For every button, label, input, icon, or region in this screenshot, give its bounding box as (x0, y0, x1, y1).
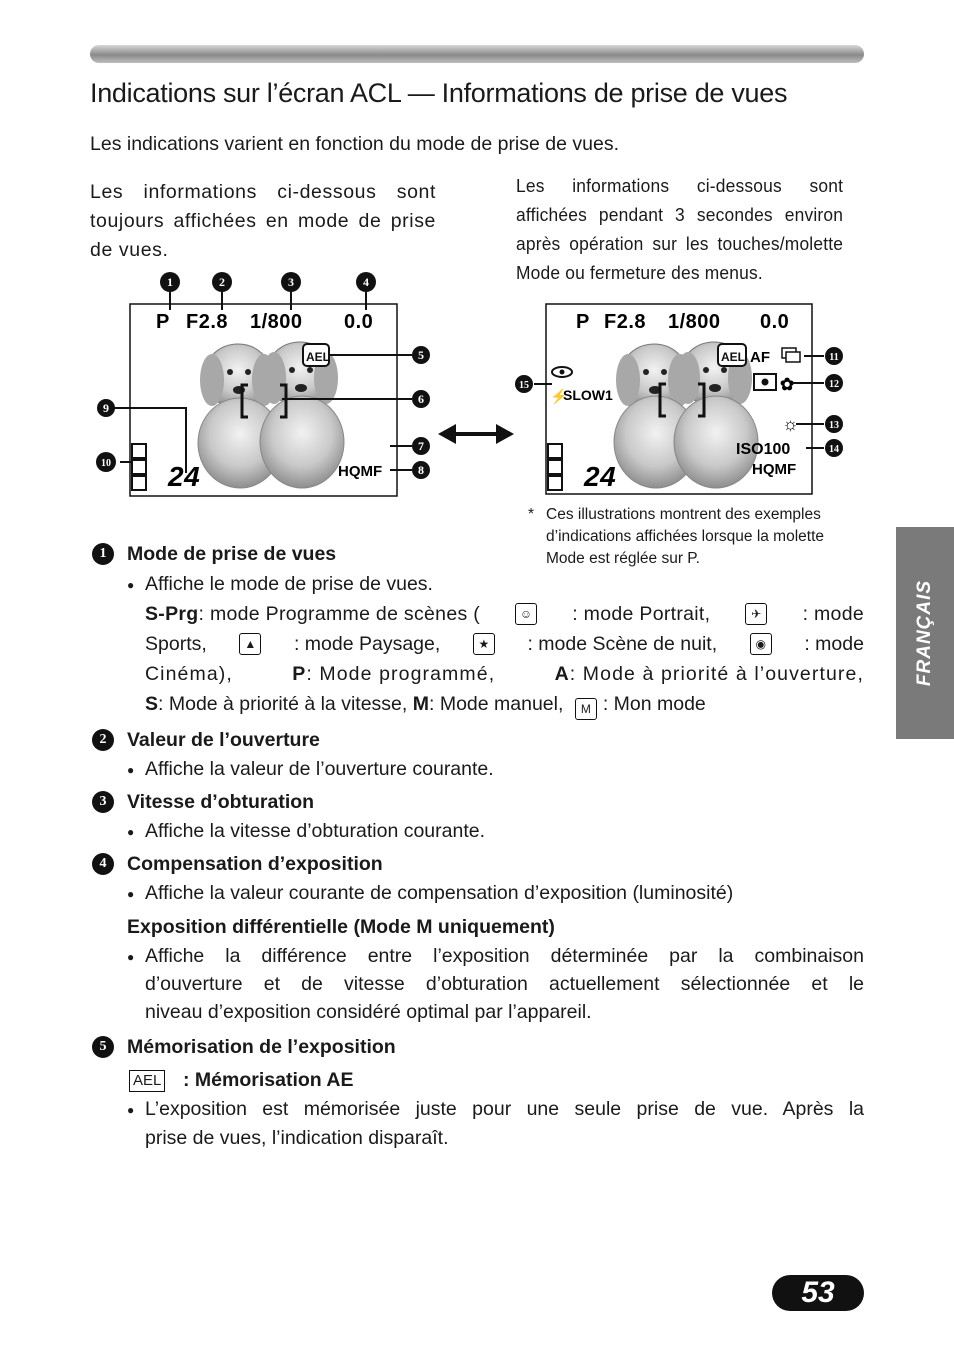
callout-10 (96, 452, 116, 472)
item-4-bullet: ● Affiche la valeur courante de compensation d’exposition (luminosité) (145, 882, 733, 905)
item-2-heading: Valeur de l’ouverture (127, 729, 320, 751)
sprg-label: S-Prg (145, 603, 199, 625)
ael-icon (303, 344, 330, 366)
item-2-bullet: ● Affiche la valeur de l’ouverture courante. (145, 758, 494, 781)
item-3-bullet: ● Affiche la vitesse d’obturation courante. (145, 820, 485, 843)
footnote-marker: * (528, 506, 535, 523)
item-1-line-4: S: Mode à priorité à la vitesse, M: Mode manuel, M : Mon mode (145, 693, 706, 720)
svg-text:15: 15 (519, 380, 529, 391)
item-5-number: 5 (92, 1036, 114, 1058)
iso-indicator: ISO100 (736, 441, 791, 458)
callout-5 (412, 346, 430, 364)
svg-text:2: 2 (219, 275, 225, 289)
item-1-line-2: Sports, ▲ : mode Paysage, ★ : mode Scène de nuit, ◉ : mode (145, 633, 864, 655)
svg-text:3: 3 (288, 275, 294, 289)
callout-12 (825, 374, 843, 392)
lcd-illustration-right (506, 296, 856, 502)
portrait-mode-icon: ☺ (515, 603, 537, 625)
svg-text:7: 7 (418, 439, 424, 453)
item-1-heading: Mode de prise de vues (127, 543, 337, 565)
mode-indicator: P (576, 311, 590, 333)
svg-text:10: 10 (101, 458, 111, 469)
callout-14 (825, 439, 843, 457)
svg-text:4: 4 (363, 275, 369, 289)
item-1-line-1: S-Prg: mode Programme de scènes ( ☺ : mode Portrait, ✈ : mode (145, 603, 864, 625)
svg-text:12: 12 (829, 379, 839, 390)
exposure-compensation: 0.0 (344, 311, 374, 333)
sports-mode-icon: ✈ (745, 603, 767, 625)
exposure-compensation: 0.0 (760, 311, 790, 333)
macro-icon: ✿ (780, 375, 795, 394)
callout-15 (515, 375, 533, 393)
callout-9 (97, 399, 115, 417)
svg-text:11: 11 (829, 352, 839, 363)
landscape-mode-icon: ▲ (239, 633, 261, 655)
item-4-number: 4 (92, 853, 114, 875)
item-3-heading: Vitesse d’obturation (127, 791, 315, 813)
callout-2 (212, 272, 232, 292)
svg-text:6: 6 (418, 392, 424, 406)
page-title: Indications sur l’écran ACL — Informations de prise de vues (90, 78, 788, 108)
item-4-heading: Compensation d’exposition (127, 853, 383, 875)
left-note: Les informations ci-dessous sont toujours affichées en mode de prise de vues. (90, 181, 436, 261)
language-side-tab-label: FRANÇAIS (914, 579, 936, 687)
memory-gauge-icon (132, 444, 146, 490)
callout-6 (412, 390, 430, 408)
item-1-bullet: ● Affiche le mode de prise de vues. (145, 573, 433, 596)
ael-box: AEL (129, 1070, 165, 1092)
callout-4 (356, 272, 376, 292)
footnote-text: Ces illustrations montrent des exemples d’indications affichées lorsque la molette Mode est réglée sur P. (546, 506, 825, 567)
ael-icon (718, 344, 746, 366)
my-mode-icon: M (575, 698, 597, 720)
night-scene-mode-icon: ★ (473, 633, 495, 655)
white-balance-sun-icon: ☼ (782, 414, 799, 434)
page-number: 53 (772, 1275, 864, 1311)
top-decorative-bar (90, 45, 864, 63)
svg-text:14: 14 (829, 444, 839, 455)
shutter-speed: 1/800 (668, 311, 721, 333)
cinema-mode-icon: ◉ (750, 633, 772, 655)
frame-count: 24 (584, 461, 617, 492)
shutter-speed: 1/800 (250, 311, 303, 333)
svg-text:5: 5 (418, 348, 424, 362)
callout-7 (412, 437, 430, 455)
flash-mode: SLOW1 (563, 387, 613, 403)
intro-text: Les indications varient en fonction du mode de prise de vues. (90, 133, 619, 155)
item-5-bullet-line2: prise de vues, l’indication disparaît. (145, 1127, 449, 1149)
item-4-bullet2-line1: ● Affiche la différence entre l’exposition déterminée par la combinaison (145, 945, 864, 968)
item-3-number: 3 (92, 791, 114, 813)
callout-8 (412, 461, 430, 479)
callout-1 (160, 272, 180, 292)
quality-indicator: HQMF (752, 461, 797, 478)
footnote (528, 504, 864, 570)
item-5-heading: Mémorisation de l’exposition (127, 1036, 396, 1058)
svg-text:AEL: AEL (306, 350, 330, 364)
callout-3 (281, 272, 301, 292)
af-indicator: AF (750, 349, 770, 366)
aperture-value: F2.8 (604, 311, 647, 333)
item-1-number: 1 (92, 543, 114, 565)
right-note: Les informations ci-dessous sont affichées pendant 3 secondes environ après opération sur les touches/molette Mode ou fermeture des menus. (516, 175, 844, 283)
svg-text:13: 13 (829, 420, 839, 431)
item-5-bullet-line1: ● L’exposition est mémorisée juste pour une seule prise de vue. Après la (145, 1098, 864, 1121)
lcd-illustration-left (90, 268, 440, 504)
memory-gauge-icon (548, 444, 562, 490)
item-4-bullet2-line2: d’ouverture et de vitesse d’obturation actuellement sélectionnée et le (145, 973, 864, 995)
svg-text:AEL: AEL (721, 350, 745, 364)
callout-13 (825, 415, 843, 433)
svg-text:9: 9 (103, 401, 109, 415)
svg-text:8: 8 (418, 463, 424, 477)
item-4-subheading: Exposition différentielle (Mode M uniquement) (127, 916, 555, 938)
spot-metering-icon (754, 374, 776, 390)
ael-description: : Mémorisation AE (183, 1069, 354, 1091)
quality-indicator: HQMF (338, 463, 383, 480)
callout-11 (825, 347, 843, 365)
double-arrow-icon (436, 420, 516, 448)
frame-count: 24 (168, 461, 201, 492)
item-4-bullet2-line3: niveau d’exposition considéré optimal par l’appareil. (145, 1001, 592, 1023)
aperture-value: F2.8 (186, 311, 229, 333)
mode-indicator: P (156, 311, 170, 333)
svg-text:1: 1 (167, 275, 173, 289)
item-2-number: 2 (92, 729, 114, 751)
flash-icon: ⚡ (550, 388, 568, 404)
item-1-line-3: Cinéma), P: Mode programmé, A: Mode à priorité à l’ouverture, (145, 663, 864, 685)
